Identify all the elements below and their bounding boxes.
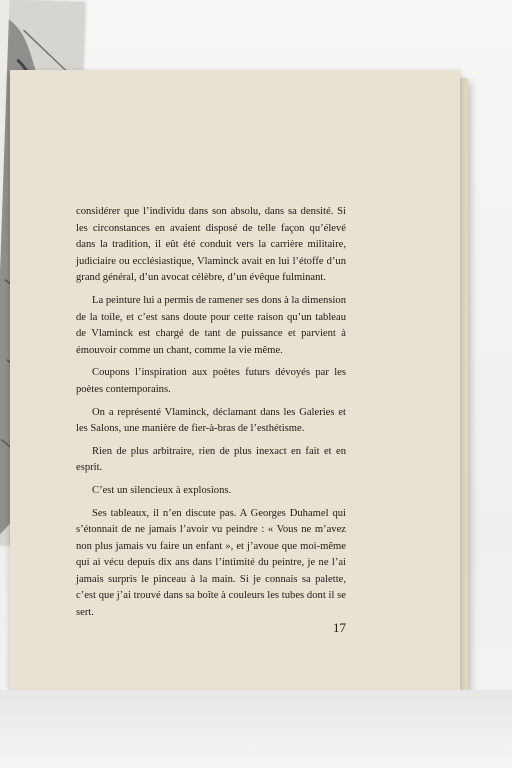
paragraph: considérer que l’individu dans son absolu, dans sa densité. Si les circonstances en avaient disposé de telle façon qu’élevé dans la tradition, il eût été conduit vers la carrière militaire, judiciaire ou ecclésiastique, Vlaminck avait en lui l’étoffe d’un grand général, d’un avocat célèbre, d’un évêque fulminant. <box>76 206 346 284</box>
paragraph: On a représenté Vlaminck, déclamant dans les Galeries et les Salons, une manière de fier-à-bras de l’esthétisme. <box>76 406 346 435</box>
paragraph: C’est un silencieux à explosions. <box>92 484 232 496</box>
paragraph: Coupons l’inspiration aux poètes futurs dévoyés par les poètes contemporains. <box>76 367 346 395</box>
body-text <box>76 204 346 628</box>
book-page <box>10 70 460 690</box>
paragraph: La peinture lui a permis de ramener ses dons à la dimension de la toile, et c’est sans doute pour cette raison qu’un tableau de Vlaminck est chargé de tant de puissance et parvient à émouvoir comme un chant, comme la vie même. <box>76 294 346 356</box>
page-number: 17 <box>333 620 346 635</box>
paragraph: Rien de plus arbitraire, rien de plus inexact en fait et en esprit. <box>76 445 346 474</box>
table-surface <box>0 690 512 768</box>
paragraph: Ses tableaux, il n’en discute pas. A Georges Duhamel qui s’étonnait de ne jamais l’avoir vu peindre : « Vous ne m’avez non plus jamais vu faire un enfant », et j’avoue que moi-même qui ai vécu depuis dix ans dans l’intimité du peintre, je ne l’ai jamais surpris le pinceau à la main. Si je connais sa palette, c’est que j’ai trouvé dans sa boîte à couleurs les tubes dont il se sert. <box>76 507 346 619</box>
